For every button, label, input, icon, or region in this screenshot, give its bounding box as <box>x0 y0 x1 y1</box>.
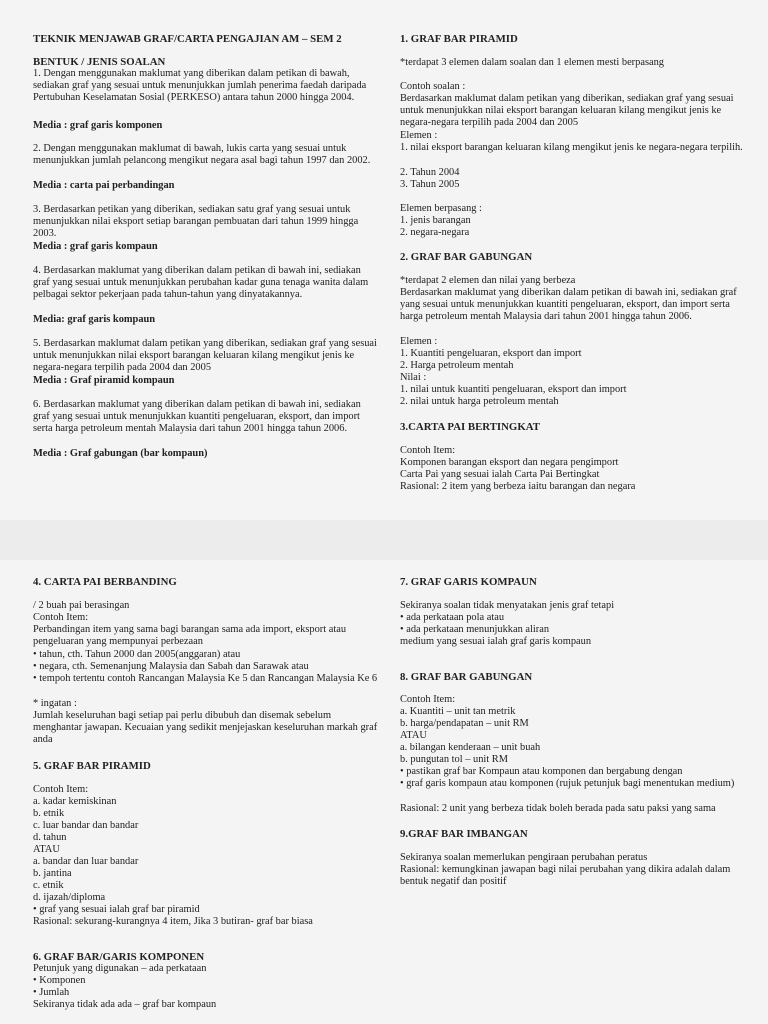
text-line: Contoh soalan : <box>400 81 466 92</box>
text-line: Contoh Item: <box>33 612 89 623</box>
text-line: • graf yang sesuai ialah graf bar piramid <box>33 904 200 915</box>
text-line: 6. Berdasarkan maklumat yang diberikan dalam petikan di bawah ini, sediakan graf yang sesuai untuk menunjukkan kuantiti pengeluaran, eksport, dan import serta harga petroleum mentah Malaysia dari tahun 2001 hingga tahun 2006. <box>33 399 364 435</box>
text-line: Sekiranya soalan memerlukan pengiraan perubahan peratus <box>400 852 648 863</box>
text-line: b. etnik <box>33 808 65 819</box>
section-heading: 5. GRAF BAR PIRAMID <box>33 760 151 772</box>
text-line: • ada perkataan menunjukkan aliran <box>400 624 550 635</box>
text-line: medium yang sesuai ialah graf garis kompaun <box>400 636 592 647</box>
text-line: ATAU <box>33 844 60 855</box>
media-answer: Media : graf garis kompaun <box>33 241 158 252</box>
text-line: • pastikan graf bar Kompaun atau komponen dan bergabung dengan <box>400 766 683 777</box>
text-line: 2. Harga petroleum mentah <box>400 360 514 371</box>
text-line: Rasional: kemungkinan jawapan bagi nilai perubahan yang dikira adalah dalam bentuk negatif dan positif <box>400 864 733 888</box>
text-line: b. jantina <box>33 868 72 879</box>
text-line: Rasional: sekurang-kurangnya 4 item, Jika 3 butiran- graf bar biasa <box>33 916 313 927</box>
section-heading: 3.CARTA PAI BERTINGKAT <box>400 421 540 433</box>
text-line: a. bandar dan luar bandar <box>33 856 139 867</box>
text-line: Contoh Item: <box>400 694 456 705</box>
text-line: • graf garis kompaun atau komponen (rujuk petunjuk bagi menentukan medium) <box>400 778 735 789</box>
media-answer: Media : carta pai perbandingan <box>33 180 175 191</box>
section-heading: 1. GRAF BAR PIRAMID <box>400 33 518 45</box>
media-answer: Media : Graf gabungan (bar kompaun) <box>33 448 208 459</box>
text-line: *terdapat 3 elemen dalam soalan dan 1 elemen mesti berpasang <box>400 57 664 68</box>
text-line: ATAU <box>400 730 427 741</box>
text-line: c. luar bandar dan bandar <box>33 820 139 831</box>
text-line: b. pungutan tol – unit RM <box>400 754 508 765</box>
text-line: 2. negara-negara <box>400 227 470 238</box>
text-line: Sekiranya soalan tidak menyatakan jenis graf tetapi <box>400 600 615 611</box>
text-line: a. bilangan kenderaan – unit buah <box>400 742 541 753</box>
section-heading: 8. GRAF BAR GABUNGAN <box>400 671 533 683</box>
text-line: a. kadar kemiskinan <box>33 796 117 807</box>
text-line: 2. nilai untuk harga petroleum mentah <box>400 396 559 407</box>
text-line: b. harga/pendapatan – unit RM <box>400 718 529 729</box>
text-line: • Jumlah <box>33 987 70 998</box>
text-line: • negara, cth. Semenanjung Malaysia dan Sabah dan Sarawak atau <box>33 661 309 672</box>
text-line: d. tahun <box>33 832 67 843</box>
text-line: 3. Berdasarkan petikan yang diberikan, sediakan satu graf yang sesuai untuk menunjukkan nilai eksport setiap barangan pembuatan dari tahun 1999 hingga 2003. <box>33 204 361 240</box>
text-line: 2. Dengan menggunakan maklumat di bawah, lukis carta yang sesuai untuk menunjukkan jumlah pelancong mengikut negara asal bagi tahun 1997 dan 2002. <box>33 143 371 167</box>
text-line: Sekiranya tidak ada ada – graf bar kompaun <box>33 999 217 1010</box>
text-line: 1. nilai untuk kuantiti pengeluaran, eksport dan import <box>400 384 627 395</box>
text-line: Rasional: 2 item yang berbeza iaitu barangan dan negara <box>400 481 636 492</box>
text-line: Petunjuk yang digunakan – ada perkataan <box>33 963 207 974</box>
text-line: * ingatan : <box>33 698 77 709</box>
text-line: • tempoh tertentu contoh Rancangan Malaysia Ke 5 dan Rancangan Malaysia Ke 6 <box>33 673 378 684</box>
text-line: Contoh Item: <box>33 784 89 795</box>
section-heading: BENTUK / JENIS SOALAN <box>33 56 166 68</box>
section-heading: TEKNIK MENJAWAB GRAF/CARTA PENGAJIAN AM – SEM 2 <box>33 33 342 45</box>
text-line: • ada perkataan pola atau <box>400 612 505 623</box>
text-line: Berdasarkan maklumat yang diberikan dalam petikan di bawah ini, sediakan graf yang sesuai untuk menunjukkan kuantiti pengeluaran, eksport, dan import serta harga petroleum mentah Malaysia dari tahun 2001 hingga tahun 2006. <box>400 287 740 323</box>
page-gap <box>0 520 768 560</box>
text-line: 1. Dengan menggunakan maklumat yang diberikan dalam petikan di bawah, sediakan graf yang sesuai untuk menunjukkan jumlah penerima faedah daripada Pertubuhan Keselamatan Sosial (PERKESO) antara tahun 2000 hingga 2004. <box>33 68 369 104</box>
section-heading: 7. GRAF GARIS KOMPAUN <box>400 576 537 588</box>
section-heading: 4. CARTA PAI BERBANDING <box>33 576 177 588</box>
text-line: *terdapat 2 elemen dan nilai yang berbeza <box>400 275 576 286</box>
media-answer: Media : Graf piramid kompaun <box>33 375 175 386</box>
text-line: • tahun, cth. Tahun 2000 dan 2005(anggaran) atau <box>33 649 241 660</box>
section-heading: 6. GRAF BAR/GARIS KOMPONEN <box>33 951 205 963</box>
text-line: a. Kuantiti – unit tan metrik <box>400 706 516 717</box>
text-line: Elemen : <box>400 130 438 141</box>
text-line: 4. Berdasarkan maklumat yang diberikan dalam petikan di bawah ini, sediakan graf yang sesuai untuk menunjukkan perubahan kadar guna tenaga wanita dalam pelbagai sektor pekerjaan pada tahun-tahun yang dinyatakannya. <box>33 265 371 301</box>
text-line: d. ijazah/diploma <box>33 892 106 903</box>
text-line: Carta Pai yang sesuai ialah Carta Pai Bertingkat <box>400 469 600 480</box>
section-heading: 2. GRAF BAR GABUNGAN <box>400 251 533 263</box>
text-line: Elemen berpasang : <box>400 203 482 214</box>
text-line: Contoh Item: <box>400 445 456 456</box>
text-line: Rasional: 2 unit yang berbeza tidak boleh berada pada satu paksi yang sama <box>400 803 716 814</box>
text-line: / 2 buah pai berasingan <box>33 600 130 611</box>
text-line: Berdasarkan maklumat dalam petikan yang diberikan, sediakan graf yang sesuai untuk menunjukkan nilai eksport barangan keluaran kilang mengikut jenis ke negara-negara terpilih pada 2004 dan 2005 <box>400 93 737 129</box>
text-line: c. etnik <box>33 880 64 891</box>
section-heading: 9.GRAF BAR IMBANGAN <box>400 828 528 840</box>
text-line: • Komponen <box>33 975 86 986</box>
text-line: Komponen barangan eksport dan negara pengimport <box>400 457 619 468</box>
text-line: 5. Berdasarkan maklumat dalam petikan yang diberikan, sediakan graf yang sesuai untuk menunjukkan nilai eksport barangan keluaran kilang mengikut jenis ke negara-negara terpilih pada 2004 dan 2005 <box>33 338 380 374</box>
text-line: 3. Tahun 2005 <box>400 179 460 190</box>
text-line: Elemen : <box>400 336 438 347</box>
text-line: Perbandingan item yang sama bagi barangan sama ada import, eksport atau pengeluaran yang mempunyai perbezaan <box>33 624 349 648</box>
text-line: Jumlah keseluruhan bagi setiap pai perlu dibubuh dan disemak sebelum menghantar jawapan. Kecuaian yang sedikit menjejaskan keseluruhan markah graf anda <box>33 710 380 746</box>
media-answer: Media : graf garis komponen <box>33 120 163 131</box>
text-line: Nilai : <box>400 372 427 383</box>
text-line: 1. nilai eksport barangan keluaran kilang mengikut jenis ke negara-negara terpilih. <box>400 142 743 153</box>
text-line: 2. Tahun 2004 <box>400 167 460 178</box>
document-page-2 <box>0 560 768 1024</box>
text-line: 1. jenis barangan <box>400 215 471 226</box>
text-line: 1. Kuantiti pengeluaran, eksport dan import <box>400 348 582 359</box>
media-answer: Media: graf garis kompaun <box>33 314 156 325</box>
